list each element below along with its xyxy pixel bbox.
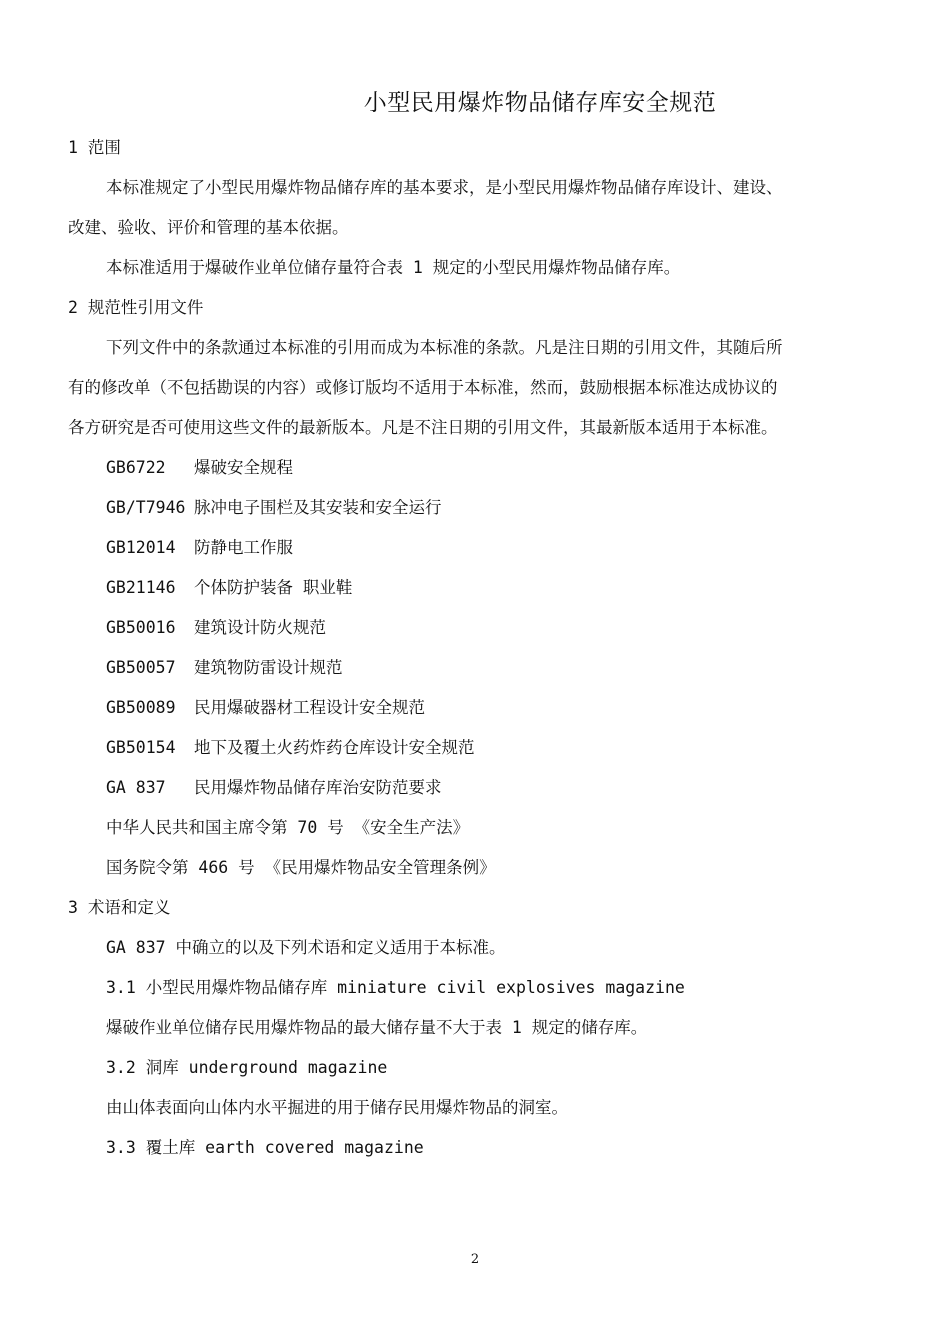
section-1-heading: 1 范围	[68, 138, 121, 157]
term-3-1-definition: 爆破作业单位储存民用爆炸物品的最大储存量不大于表 1 规定的储存库。	[106, 1018, 648, 1037]
term-3-2-definition: 由山体表面向山体内水平掘进的用于储存民用爆炸物品的洞室。	[106, 1098, 568, 1117]
reference-item: GB50016 建筑设计防火规范	[106, 618, 326, 637]
section-2-paragraph-line-3: 各方研究是否可使用这些文件的最新版本。凡是不注日期的引用文件，其最新版本适用于本标准。	[68, 418, 778, 437]
reference-law-2: 国务院令第 466 号 《民用爆炸物品安全管理条例》	[106, 858, 496, 877]
page-title: 小型民用爆炸物品储存库安全规范	[363, 90, 717, 116]
section-1-paragraph-1-line-1: 本标准规定了小型民用爆炸物品储存库的基本要求，是小型民用爆炸物品储存库设计、建设、	[106, 178, 783, 197]
reference-item: GB21146 个体防护装备 职业鞋	[106, 578, 353, 597]
reference-item: GB6722 爆破安全规程	[106, 458, 293, 477]
section-3-heading: 3 术语和定义	[68, 898, 171, 917]
section-2-paragraph-line-2: 有的修改单（不包括勘误的内容）或修订版均不适用于本标准，然而，鼓励根据本标准达成协议的	[68, 378, 778, 397]
reference-item: GB12014 防静电工作服	[106, 538, 293, 557]
section-1-paragraph-2: 本标准适用于爆破作业单位储存量符合表 1 规定的小型民用爆炸物品储存库。	[106, 258, 681, 277]
section-3-paragraph: GA 837 中确立的以及下列术语和定义适用于本标准。	[106, 938, 506, 957]
term-3-2: 3.2 洞库 underground magazine	[106, 1058, 388, 1077]
reference-law-1: 中华人民共和国主席令第 70 号 《安全生产法》	[106, 818, 470, 837]
reference-item: GB/T7946 脉冲电子围栏及其安装和安全运行	[106, 498, 442, 517]
reference-item: GA 837 民用爆炸物品储存库治安防范要求	[106, 778, 442, 797]
section-2-heading: 2 规范性引用文件	[68, 298, 204, 317]
reference-item: GB50154 地下及覆土火药炸药仓库设计安全规范	[106, 738, 475, 757]
page-number: 2	[470, 1252, 480, 1267]
section-2-paragraph-line-1: 下列文件中的条款通过本标准的引用而成为本标准的条款。凡是注日期的引用文件，其随后所	[106, 338, 783, 357]
term-3-3: 3.3 覆土库 earth covered magazine	[106, 1138, 424, 1157]
section-1-paragraph-1-line-2: 改建、验收、评价和管理的基本依据。	[68, 218, 349, 237]
term-3-1: 3.1 小型民用爆炸物品储存库 miniature civil explosives magazine	[106, 978, 685, 997]
reference-item: GB50089 民用爆破器材工程设计安全规范	[106, 698, 425, 717]
reference-item: GB50057 建筑物防雷设计规范	[106, 658, 343, 677]
